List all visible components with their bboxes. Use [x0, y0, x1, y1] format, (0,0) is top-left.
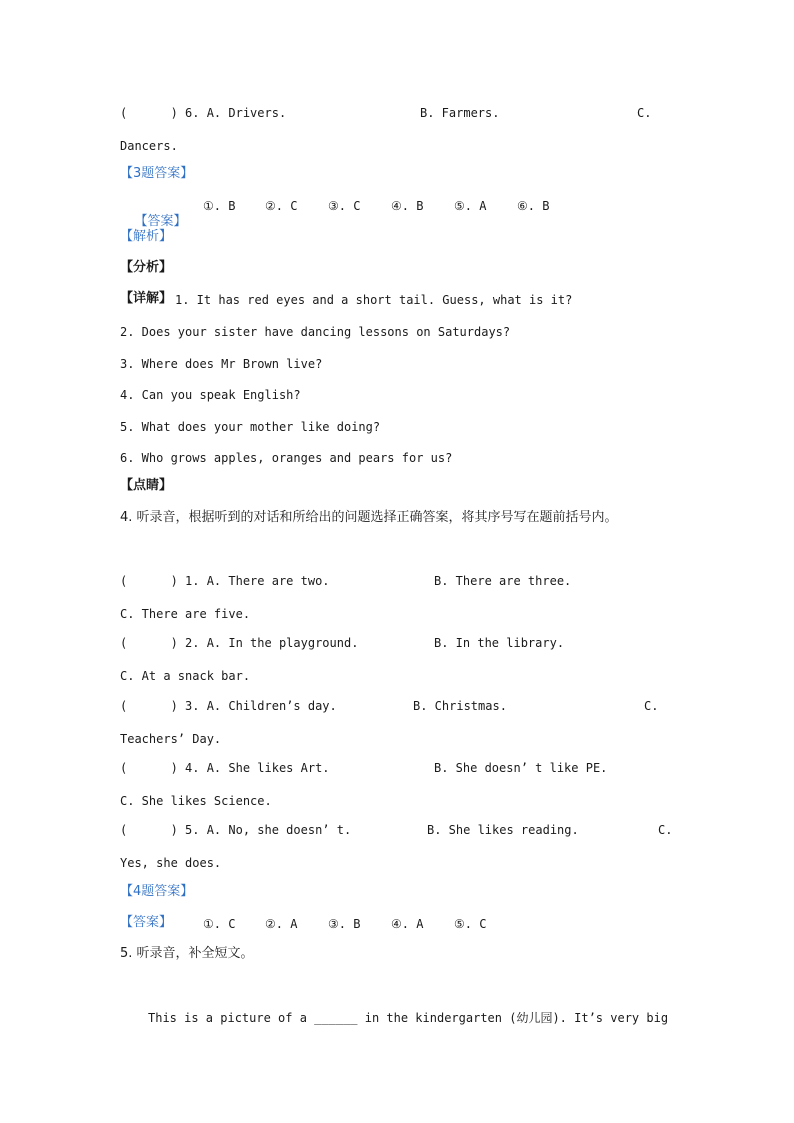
q5-instruction: 5. 听录音，补全短文。	[120, 946, 254, 961]
detail-label: 【详解】	[120, 291, 173, 306]
q4-answer-header: 【4题答案】	[120, 884, 194, 899]
q3-item6-wrap: Dancers.	[120, 139, 178, 153]
q3-answer-6: ⑥. B	[517, 199, 550, 213]
detail-line-4: 4. Can you speak English?	[120, 388, 301, 402]
q4-item4-b: B. She doesn’ t like PE.	[434, 761, 608, 775]
q3-answer-5: ⑤. A	[454, 199, 487, 213]
q4-answer-5: ⑤. C	[454, 917, 487, 931]
q4-item3-a: ( ) 3. A. Children’s day.	[120, 699, 337, 713]
fenxi-label: 【分析】	[120, 260, 173, 275]
q3-answer-line	[120, 197, 186, 230]
q3-answer-1: ①. B	[203, 199, 236, 213]
q4-item1-b: B. There are three.	[434, 574, 572, 588]
q4-item4-wrap: C. She likes Science.	[120, 794, 272, 808]
q3-item6-option-c: C.	[637, 106, 652, 120]
q4-item2-b: B. In the library.	[434, 636, 565, 650]
q3-item6-options-a: ( ) 6. A. Drivers.	[120, 106, 287, 120]
q4-item5-a: ( ) 5. A. No, she doesn’ t.	[120, 823, 352, 837]
q4-item2-wrap: C. At a snack bar.	[120, 669, 251, 683]
detail-line-6: 6. Who grows apples, oranges and pears for us?	[120, 451, 453, 465]
q3-item6-option-b: B. Farmers.	[420, 106, 500, 120]
q4-item1-wrap: C. There are five.	[120, 607, 251, 621]
detail-line-2: 2. Does your sister have dancing lessons on Saturdays?	[120, 325, 511, 339]
comment-label: 【点睛】	[120, 478, 173, 493]
detail-line-3: 3. Where does Mr Brown live?	[120, 357, 323, 371]
q4-item1-a: ( ) 1. A. There are two.	[120, 574, 330, 588]
answer-label: 【答案】	[134, 214, 187, 229]
analysis-label: 【解析】	[120, 229, 173, 244]
q4-item5-b: B. She likes reading.	[427, 823, 579, 837]
q4-item3-wrap: Teachers’ Day.	[120, 732, 222, 746]
q4-item5-wrap: Yes, she does.	[120, 856, 222, 870]
q4-answer-3: ③. B	[328, 917, 361, 931]
detail-line-5: 5. What does your mother like doing?	[120, 420, 381, 434]
q4-item5-c: C.	[658, 823, 673, 837]
q4-item3-b: B. Christmas.	[413, 699, 507, 713]
q3-answer-2: ②. C	[265, 199, 298, 213]
q5-passage-line: This is a picture of a ______ in the kindergarten (幼儿园). It’s very big	[148, 1011, 669, 1025]
q4-item4-a: ( ) 4. A. She likes Art.	[120, 761, 330, 775]
q4-answer-4: ④. A	[391, 917, 424, 931]
detail-line-1: 1. It has red eyes and a short tail. Guess, what is it?	[175, 293, 573, 307]
q4-answer-2: ②. A	[265, 917, 298, 931]
q4-instruction: 4. 听录音，根据听到的对话和所给出的问题选择正确答案，将其序号写在题前括号内。	[120, 510, 618, 525]
q4-answer-1: ①. C	[203, 917, 236, 931]
q4-item2-a: ( ) 2. A. In the playground.	[120, 636, 359, 650]
q3-answer-4: ④. B	[391, 199, 424, 213]
q4-item3-c: C.	[644, 699, 659, 713]
q3-answer-3: ③. C	[328, 199, 361, 213]
q3-answer-header: 【3题答案】	[120, 166, 194, 181]
q4-answer-label: 【答案】	[120, 915, 173, 930]
